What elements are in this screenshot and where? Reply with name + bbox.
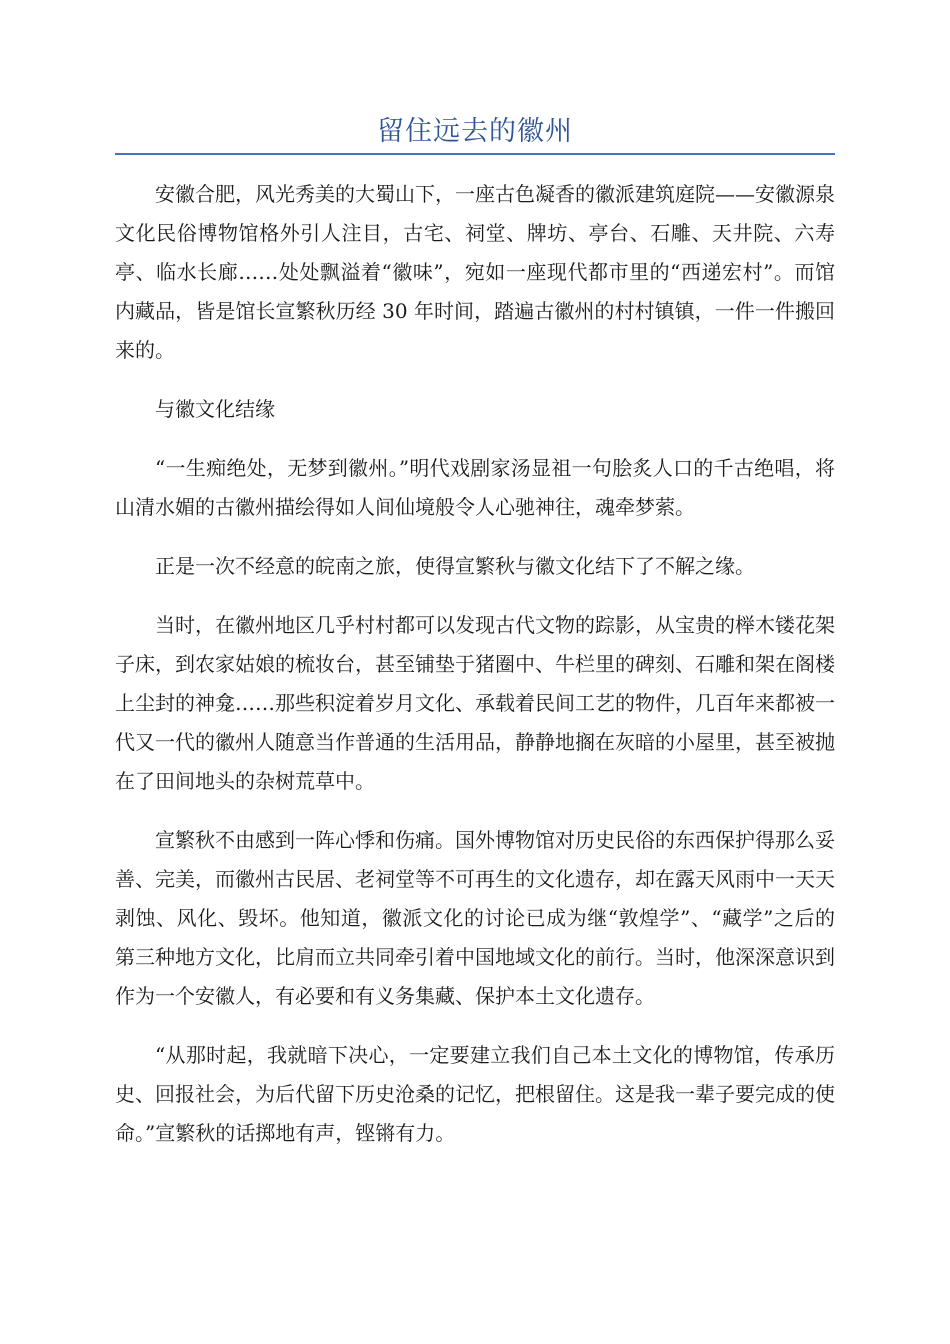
section-heading: 与徽文化结缘 [155,397,275,421]
paragraph-quote: “一生痴绝处，无梦到徽州。”明代戏剧家汤显祖一句脍炙人口的千古绝唱，将山清水媚的古徽州描绘得如人间仙境般令人心驰神往，魂牵梦萦。 [115,456,835,519]
paragraph-intro: 安徽合肥，风光秀美的大蜀山下，一座古色凝香的徽派建筑庭院——安徽源泉文化民俗博物馆格外引人注目，古宅、祠堂、牌坊、亭台、石雕、天井院、六寿亭、临水长廊……处处飘溢着“徽味”，宛如一座现代都市里的“西递宏村”。而馆内藏品，皆是馆长宣繁秋历经 30 年时间，踏遍古徽州的村村镇镇，一件一件搬回来的。 [115,182,835,362]
document-body [115,175,835,1173]
document-title: 留住远去的徽州 [377,116,573,147]
paragraph-reflection: 宣繁秋不由感到一阵心悸和伤痛。国外博物馆对历史民俗的东西保护得那么妥善、完美，而徽州古民居、老祠堂等不可再生的文化遗存，却在露天风雨中一天天剥蚀、风化、毁坏。他知道，徽派文化的讨论已成为继“敦煌学”、“藏学”之后的第三种地方文化，比肩而立共同牵引着中国地域文化的前行。当时，他深深意识到作为一个安徽人，有必要和有义务集藏、保护本土文化遗存。 [115,828,835,1008]
paragraph-resolve: “从那时起，我就暗下决心，一定要建立我们自己本土文化的博物馆，传承历史、回报社会，为后代留下历史沧桑的记忆，把根留住。这是我一辈子要完成的使命。”宣繁秋的话掷地有声，铿锵有力。 [115,1043,835,1145]
title-underline [115,153,835,155]
paragraph-journey: 正是一次不经意的皖南之旅，使得宣繁秋与徽文化结下了不解之缘。 [155,554,755,578]
paragraph-relics: 当时，在徽州地区几乎村村都可以发现古代文物的踪影，从宝贵的榉木镂花架子床，到农家姑娘的梳妆台，甚至铺垫于猪圈中、牛栏里的碑刻、石雕和架在阁楼上尘封的神龛……那些积淀着岁月文化、承载着民间工艺的物件，几百年来都被一代又一代的徽州人随意当作普通的生活用品，静静地搁在灰暗的小屋里，甚至被抛在了田间地头的杂树荒草中。 [115,613,835,793]
